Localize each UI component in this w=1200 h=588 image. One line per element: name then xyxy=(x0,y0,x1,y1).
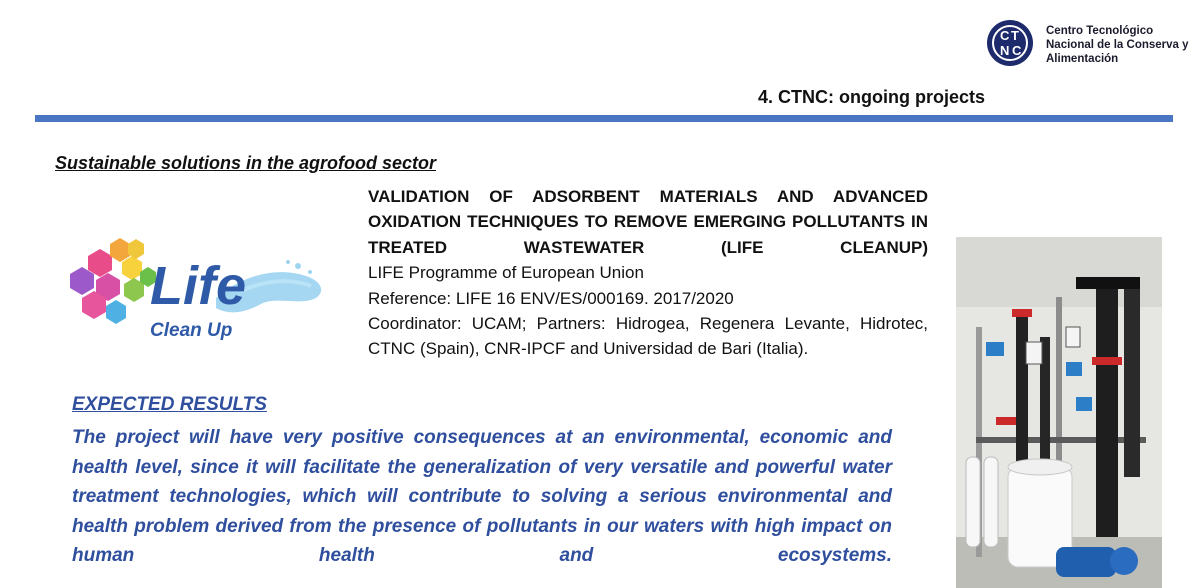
ctnc-logo xyxy=(985,18,1035,68)
svg-text:C: C xyxy=(1012,43,1022,58)
life-cleanup-logo xyxy=(66,236,328,342)
section-title: 4. CTNC: ongoing projects xyxy=(758,87,985,107)
life-word: Life xyxy=(150,256,247,316)
project-reference: Reference: LIFE 16 ENV/ES/000169. 2017/2020 xyxy=(368,288,734,308)
svg-text:N: N xyxy=(1000,43,1010,58)
project-title: VALIDATION OF ADSORBENT MATERIALS AND ADVANCED OXIDATION TECHNIQUES TO REMOVE EMERGING POLLUTANTS IN TREATED WASTEWATER (LIFE CLEANUP) xyxy=(368,187,928,257)
project-info xyxy=(368,184,928,362)
expected-results-heading: EXPECTED RESULTS xyxy=(72,394,267,415)
header-divider xyxy=(35,115,1173,122)
project-programme: LIFE Programme of European Union xyxy=(368,263,644,283)
life-tagline: Clean Up xyxy=(150,320,233,341)
page-subtitle: Sustainable solutions in the agrofood sector xyxy=(55,153,437,173)
equipment-photo xyxy=(956,237,1162,588)
svg-text:C: C xyxy=(1000,28,1010,43)
hexagon-cluster-icon xyxy=(70,238,156,324)
organization-name: Centro Tecnológico Nacional de la Conserva y Alimentación xyxy=(1046,25,1189,65)
expected-results-body: The project will have very positive consequences at an environmental, economic and health level, since it will facilitate the generalization of very versatile and powerful water treatment technologies, which will contribute to solving a serious environmental and health problem derived from the presence of pollutants in our waters with high impact on human health and ecosystems. xyxy=(72,427,892,566)
project-coordinator: Coordinator: UCAM; Partners: Hidrogea, Regenera Levante, Hidrotec, CTNC (Spain), CNR-IPCF and Universidad de Bari (Italia). xyxy=(368,314,928,359)
svg-text:T: T xyxy=(1011,28,1019,43)
